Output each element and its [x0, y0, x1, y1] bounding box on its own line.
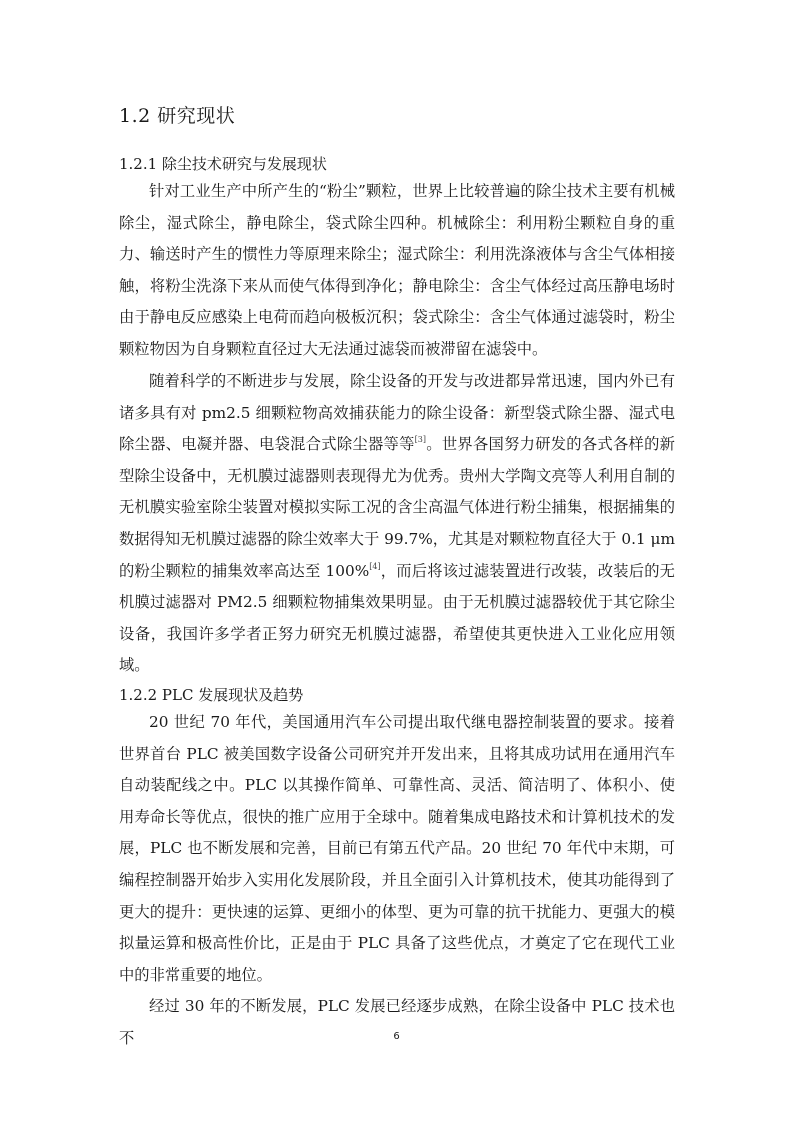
subsection-heading-plc: 1.2.2 PLC 发展现状及趋势 [119, 686, 304, 704]
section-heading: 1.2 研究现状 [119, 105, 236, 127]
paragraph-dust-removal-methods: 针对工业生产中所产生的“粉尘”颗粒，世界上比较普遍的除尘技术主要有机械除尘，湿式除尘，静电除尘，袋式除尘四种。机械除尘：利用粉尘颗粒自身的重力、输送时产生的惯性力等原理来除尘；湿式除尘：利用洗涤液体与含尘气体相接触，将粉尘洗涤下来从而使气体得到净化；静电除尘：含尘气体经过高压静电场时由于静电反应感染上电荷而趋向极板沉积；袋式除尘：含尘气体通过滤袋时，粉尘颗粒物因为自身颗粒直径过大无法通过滤袋而被滞留在滤袋中。 [119, 182, 675, 358]
subsection-heading-dust-removal: 1.2.1 除尘技术研究与发展现状 [119, 155, 327, 173]
page-number: 6 [393, 1031, 400, 1042]
paragraph-text-segment: 。世界各国努力研发的各式各样的新型除尘设备中，无机膜过滤器则表现得尤为优秀。贵州大学陶文亮等人利用自制的无机膜实验室除尘装置对模拟实际工况的含尘高温气体进行粉尘捕集，根据捕集的数据得知无机膜过滤器的除尘效率大于 99.7%，尤其是对颗粒物直径大于 0.1 μm 的粉尘颗粒的捕集效率高达至 100% [119, 435, 675, 580]
paragraph-text-segment: 随着科学的不断进步与发展，除尘设备的开发与改进都异常迅速，国内外已有诸多具有对 pm2.5 细颗粒物高效捕获能力的除尘设备：新型袋式除尘器、湿式电除尘器、电凝并器、电袋混合式除尘器等等 [119, 372, 675, 454]
paragraph-text-segment: ，而后将该过滤装置进行改装，改装后的无机膜过滤器对 PM2.5 细颗粒物捕集效果明显。由于无机膜过滤器较优于其它除尘设备，我国许多学者正努力研究无机膜过滤器，希望使其更快进入工业化应用领域。 [119, 561, 675, 675]
paragraph-plc-history: 20 世纪 70 年代，美国通用汽车公司提出取代继电器控制装置的要求。接着世界首台 PLC 被美国数字设备公司研究并开发出来，且将其成功试用在通用汽车自动装配线之中。PLC 以其操作简单、可靠性高、灵活、简洁明了、体积小、使用寿命长等优点，很快的推广应用于全球中。随着集成电路技术和计算机技术的发展，PLC 也不断发展和完善，目前已有第五代产品。20 世纪 70 年代中末期，可编程控制器开始步入实用化发展阶段，并且全面引入计算机技术，使其功能得到了更大的提升：更快速的运算、更细小的体型、更为可靠的抗干扰能力、更强大的模拟量运算和极高性价比，正是由于 PLC 具备了这些优点，才奠定了它在现代工业中的非常重要的地位。 [119, 713, 675, 984]
citation-reference: [4] [369, 561, 381, 571]
citation-reference: [3] [414, 435, 426, 445]
paragraph-new-dust-equipment [119, 366, 675, 682]
paragraph-plc-development: 经过 30 年的不断发展，PLC 发展已经逐步成熟，在除尘设备中 PLC 技术也不 [119, 997, 675, 1047]
